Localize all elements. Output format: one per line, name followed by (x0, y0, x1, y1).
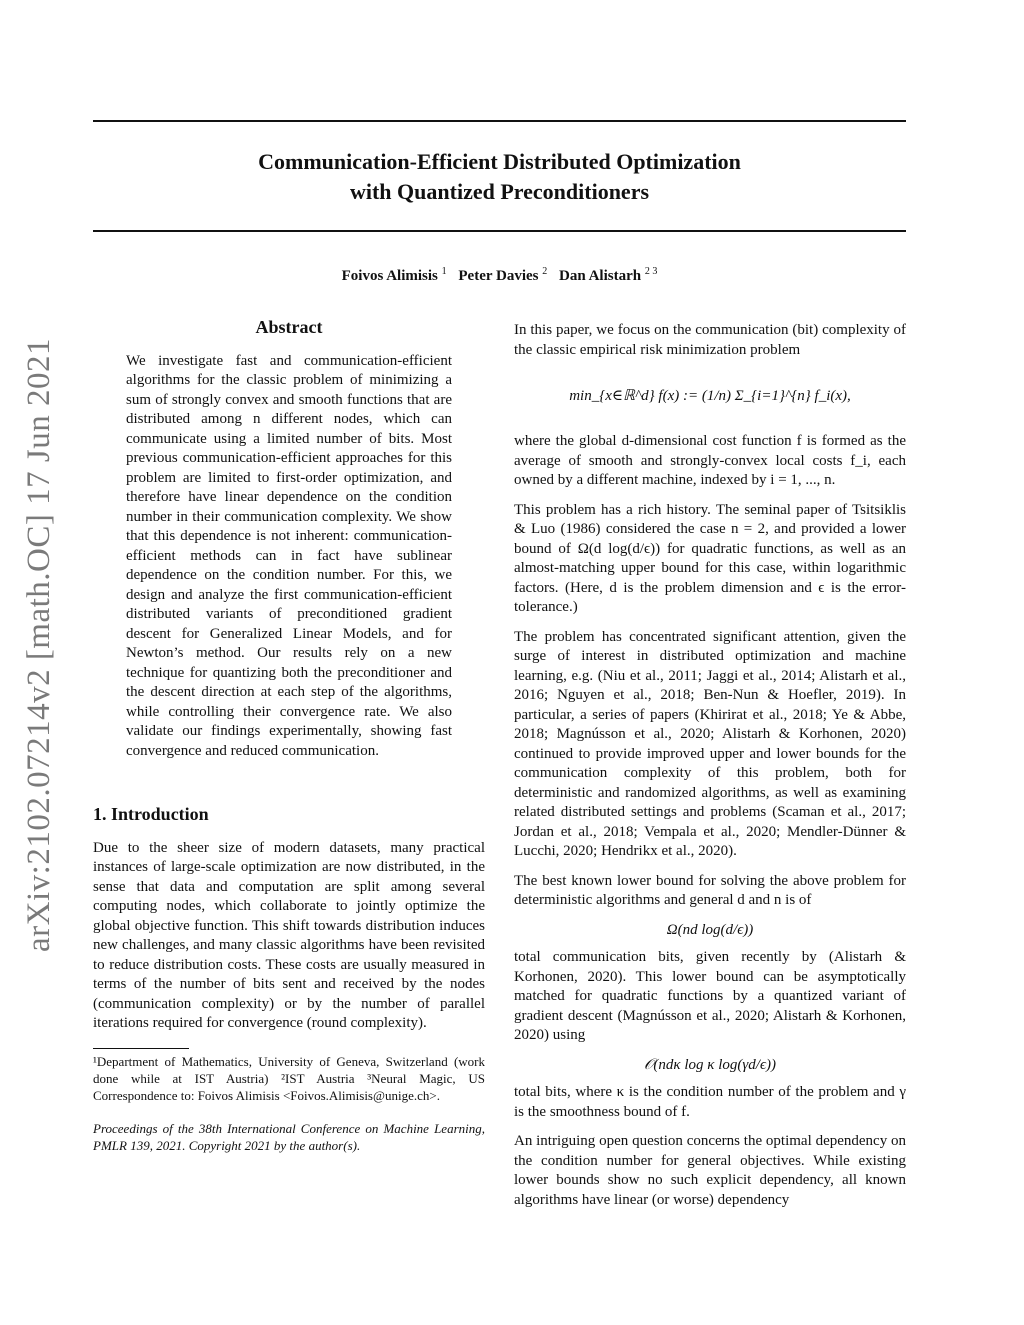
right-paragraph-4: The problem has concentrated significant attention, given the surge of interest in distributed optimization and machine learning, e.g. (Niu et al., 2011; Jaggi et al., 2014; Alistarh et al., 2016; Nguyen et al., 2018; Ben-Nun & Hoefler, 2019). In particular, a series of papers (Khirirat et al., 2018; Ye & Abbe, 2018; Magnússon et al., 2020; Alistarh & Korhonen, 2020) continued to provide improved upper and lower bounds for the communication complexity of this problem, both for deterministic and randomized algorithms, as well as examining related distributed settings and problems (Scaman et al., 2017; Jordan et al., 2018; Vempala et al., 2020; Mendler-Dünner & Lucchi, 2020; Hendrikx et al., 2020). (514, 628, 906, 859)
right-paragraph-3: This problem has a rich history. The seminal paper of Tsitsiklis & Luo (1986) considered the case n = 2, and provided a lower bound of Ω(d log(d/ϵ)) for quadratic functions, as well as an almost-matching upper bound for this case, within logarithmic factors. (Here, d is the problem dimension and ϵ is the error-tolerance.) (514, 501, 906, 615)
arxiv-stamp: arXiv:2102.07214v2 [math.OC] 17 Jun 2021 (21, 338, 57, 952)
title-line-2: with Quantized Preconditioners (349, 179, 650, 204)
equation-upper-bound: 𝒪(ndκ log κ log(γd/ϵ)) (643, 1056, 777, 1073)
right-paragraph-1: In this paper, we focus on the communication (bit) complexity of the classic empirical risk minimization problem (514, 322, 906, 358)
proceedings-note: Proceedings of the 38th International Conference on Machine Learning, PMLR 139, 2021. Copyright 2021 by the author(s). (93, 1120, 485, 1153)
title-rule-bottom (93, 230, 906, 232)
equation-erm: min_{x∈ℝ^d} f(x) := (1/n) Σ_{i=1}^{n} f_i(x), (569, 388, 851, 404)
right-paragraph-2: where the global d-dimensional cost function f is formed as the average of smooth and strongly-convex local costs f_i, each owned by a different machine, indexed by i = 1, ..., n. (514, 433, 906, 488)
right-paragraph-8: An intriguing open question concerns the optimal dependency on the condition number for general objectives. While existing lower bounds show no such explicit dependency, all known algorithms have linear (or worse) dependency (514, 1133, 906, 1208)
right-paragraph-5: The best known lower bound for solving the above problem for deterministic algorithms and general d and n is of (514, 872, 906, 908)
right-column (514, 321, 906, 1220)
introduction-heading: 1. Introduction (93, 804, 209, 824)
title-rule-top (93, 120, 906, 122)
equation-lower-bound: Ω(nd log(d/ϵ)) (666, 921, 754, 938)
author: Peter Davies $^2$ (458, 266, 548, 284)
abstract-heading: Abstract (255, 317, 323, 337)
right-paragraph-7: total bits, where κ is the condition number of the problem and γ is the smoothness bound of f. (514, 1084, 906, 1120)
left-column (93, 318, 485, 1154)
intro-paragraph-1: Due to the sheer size of modern datasets, many practical instances of large-scale optimization are now distributed, in the sense that data and computation are split among several computing nodes, which collaborate to jointly optimize the global objective function. This shift towards distribution induces new challenges, and many classic algorithms have been revisited to reduce distribution costs. These costs are usually measured in terms of the number of bits sent and received by the nodes (communication complexity) or by the number of parallel iterations required for convergence (round complexity). (93, 839, 485, 1031)
paper-title (93, 147, 906, 207)
affiliation-footnotes: ¹Department of Mathematics, University of Geneva, Switzerland (work done while at IST Austria) ²IST Austria ³Neural Magic, US Correspondence to: Foivos Alimisis <Foivos.Alimisis@unige.ch>. (93, 1053, 485, 1103)
footnote-rule (93, 1048, 189, 1049)
author: Dan Alistarh $^{2 3}$ (559, 266, 658, 284)
abstract-text: We investigate fast and communication-efficient algorithms for the classic problem of minimizing a sum of strongly convex and smooth functions that are distributed among n different nodes, which can communicate using a limited number of bits. Most previous communication-efficient approaches for this problem are limited to first-order optimization, and therefore have linear dependence on the condition number in their communication complexity. We show that this dependence is not inherent: communication-efficient methods can in fact have sublinear dependence on the condition number. For this, we design and analyze the first communication-efficient distributed variants of preconditioned gradient descent for Generalized Linear Models, and for Newton’s method. Our results rely on a new technique for quantizing both the preconditioner and the descent direction at each step of the algorithms, while controlling their convergence rate. We also validate our findings experimentally, showing fast convergence and reduced communication. (126, 352, 452, 759)
right-paragraph-6: total communication bits, given recently by (Alistarh & Korhonen, 2020). This lower bound can be asymptotically matched for quadratic functions by a quantized variant of gradient descent (Magnússon et al., 2020; Alistarh & Korhonen, 2020) using (514, 949, 906, 1043)
title-line-1: Communication-Efficient Distributed Optimization (258, 149, 741, 174)
author-list (93, 266, 906, 285)
author: Foivos Alimisis $^1$ (341, 266, 447, 284)
